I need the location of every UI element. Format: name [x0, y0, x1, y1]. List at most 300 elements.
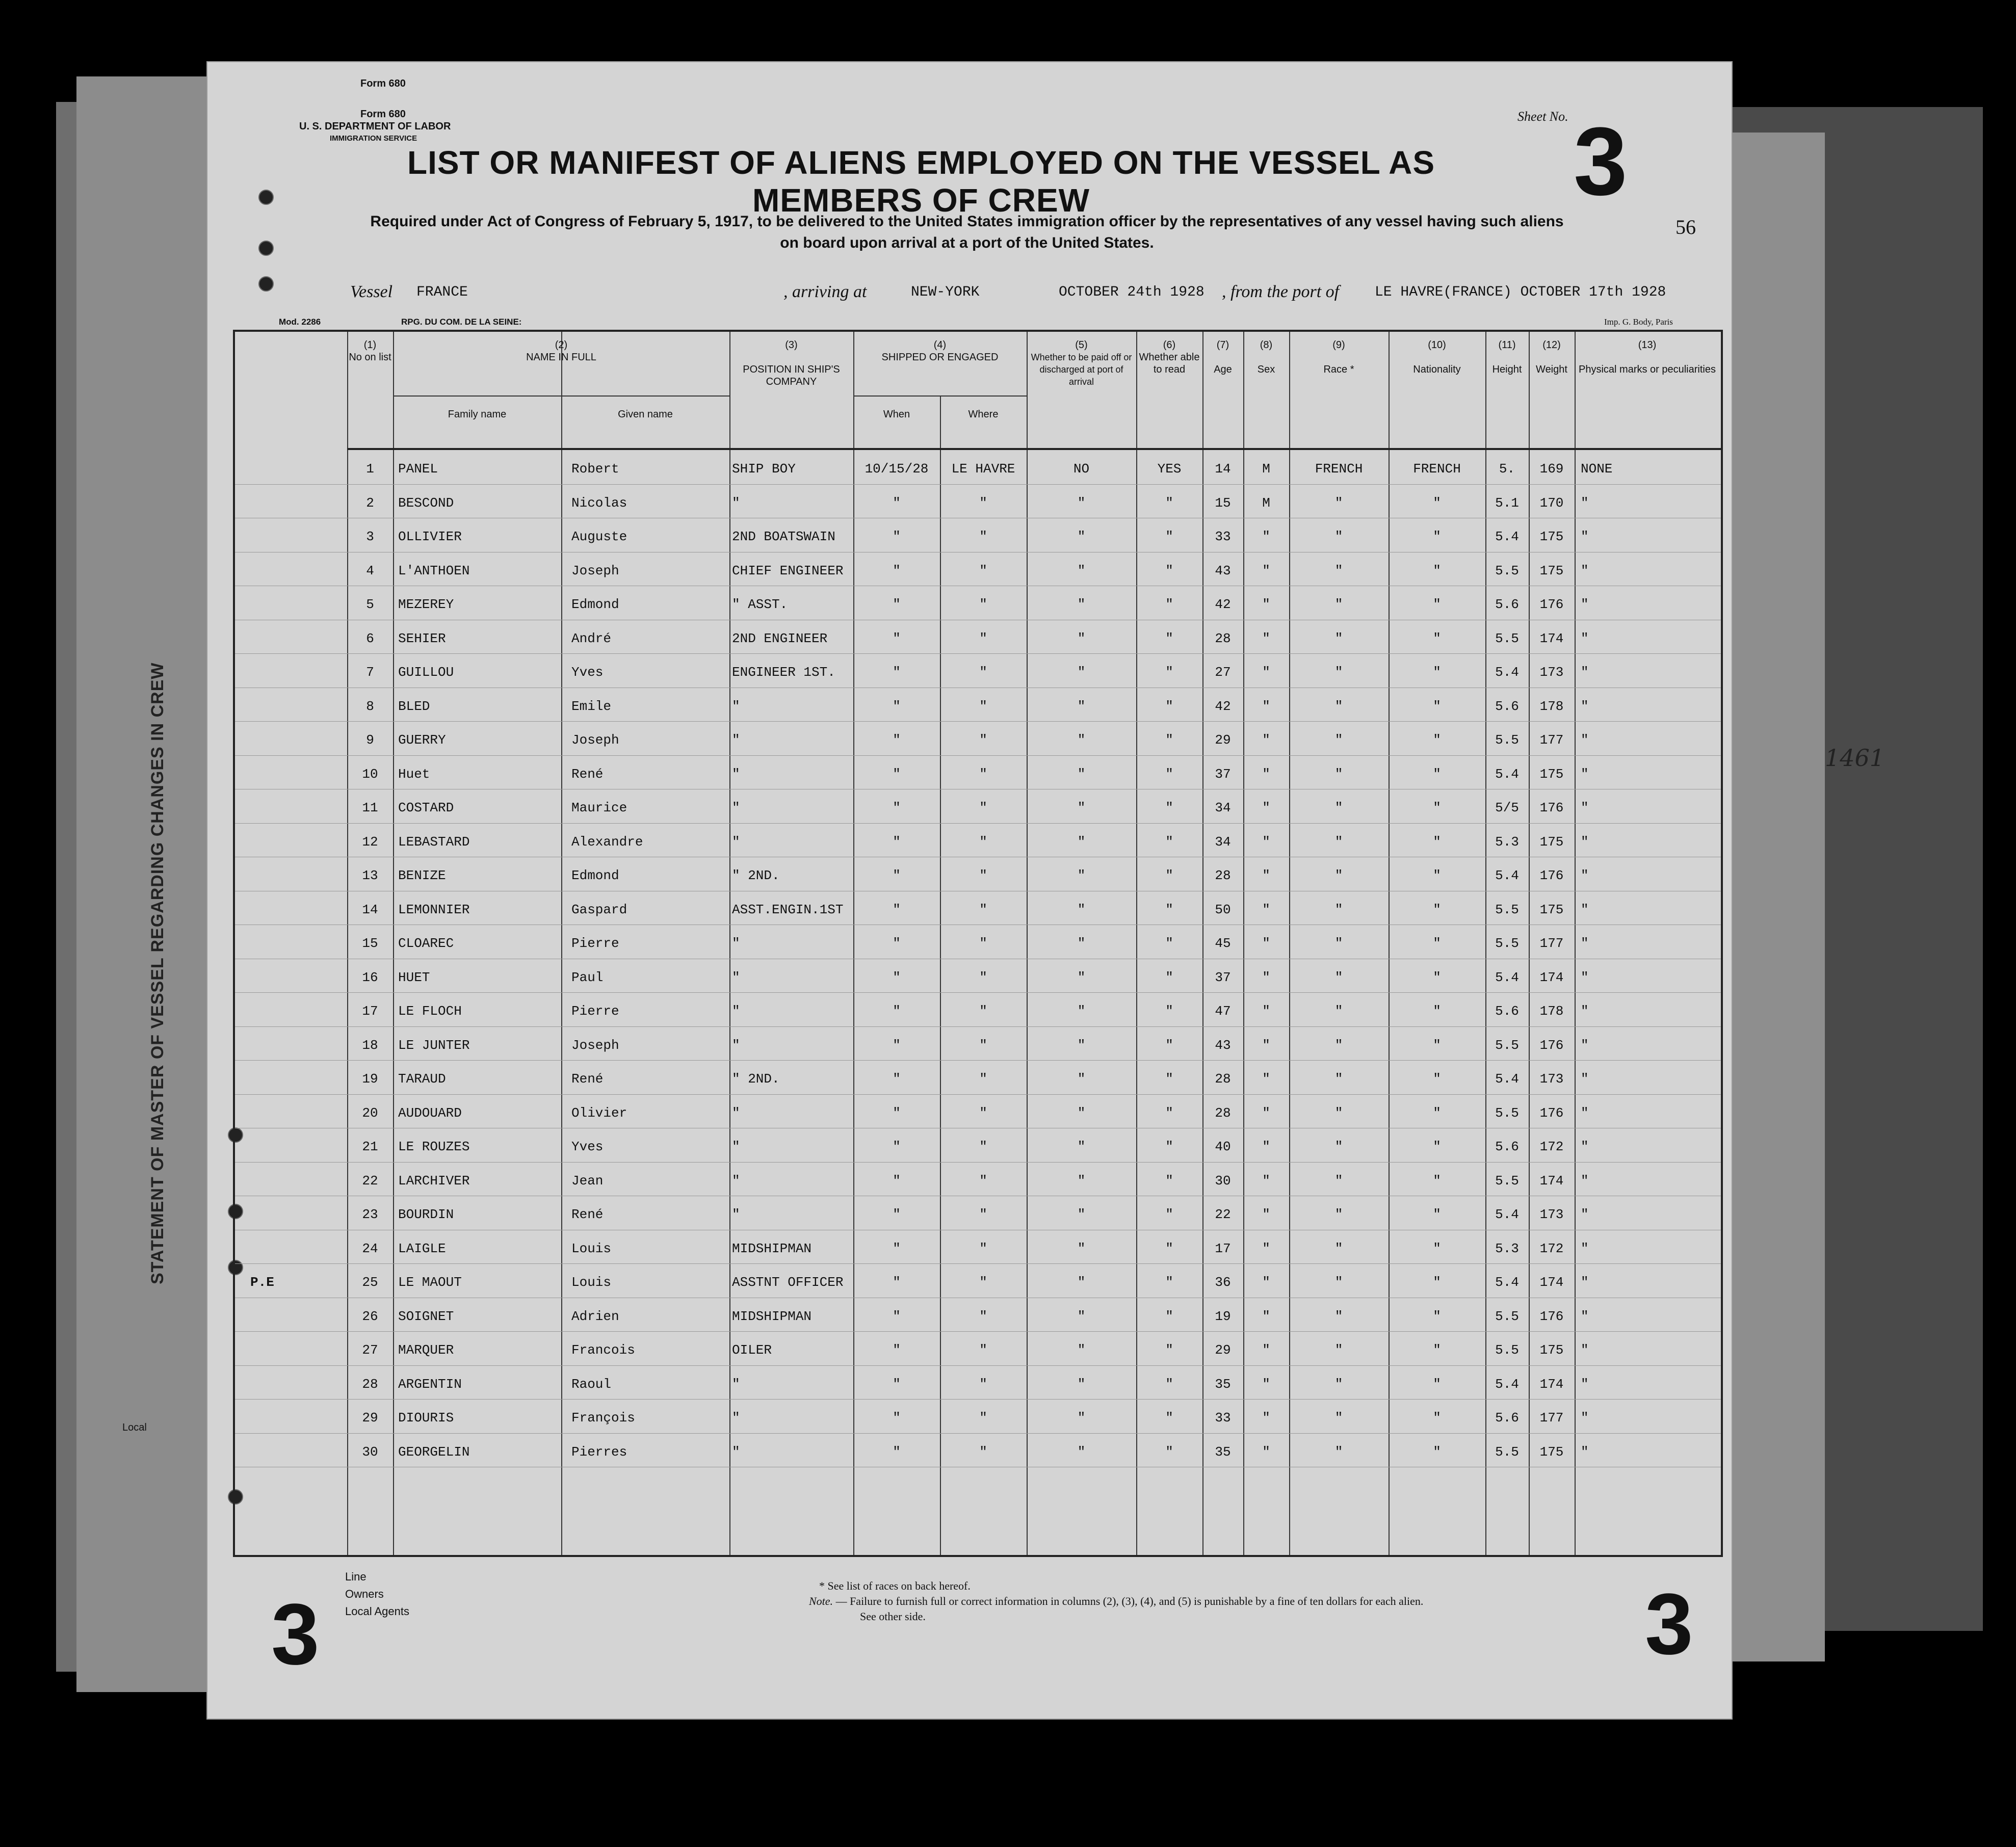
shipped-where: "	[979, 630, 987, 646]
position: "	[732, 834, 740, 850]
col4-header: SHIPPED OR ENGAGED	[881, 352, 999, 363]
weight: 174	[1539, 969, 1564, 985]
row-number: 12	[362, 834, 378, 850]
race: "	[1334, 1037, 1343, 1053]
shipped-where: "	[979, 1105, 987, 1121]
from-port: LE HAVRE(FRANCE) OCTOBER 17th 1928	[1375, 284, 1666, 300]
family-name: ARGENTIN	[398, 1376, 462, 1392]
shipped-when: "	[893, 936, 901, 951]
row-number: 30	[362, 1444, 378, 1460]
given-name: Auguste	[571, 529, 627, 544]
given-name: Louis	[571, 1241, 612, 1256]
paid-off: "	[1077, 1037, 1086, 1053]
able-to-read: YES	[1157, 461, 1182, 477]
position: OILER	[732, 1342, 772, 1358]
col9-header: Race *	[1323, 364, 1354, 375]
shipped-where: "	[979, 1376, 987, 1392]
nationality: "	[1433, 529, 1441, 544]
row-rule	[235, 1094, 1721, 1095]
sex: "	[1262, 800, 1270, 815]
weight: 172	[1539, 1241, 1564, 1256]
paid-off: "	[1077, 834, 1086, 850]
sex: "	[1262, 1004, 1270, 1019]
given-name: Yves	[571, 665, 604, 680]
row-number: 25	[362, 1275, 378, 1290]
weight: 173	[1539, 1071, 1564, 1087]
nationality: "	[1433, 1275, 1441, 1290]
family-name: LARCHIVER	[398, 1173, 470, 1189]
able-to-read: "	[1165, 495, 1173, 511]
able-to-read: "	[1165, 1207, 1173, 1222]
paid-off: "	[1077, 1444, 1086, 1460]
race: FRENCH	[1315, 461, 1363, 477]
position: "	[732, 800, 740, 815]
paid-off: "	[1077, 1275, 1086, 1290]
document-title: LIST OR MANIFEST OF ALIENS EMPLOYED ON THE VESSEL AS MEMBERS OF CREW	[407, 144, 1435, 219]
nationality: "	[1433, 1410, 1441, 1426]
physical-marks: "	[1581, 495, 1589, 511]
paid-off: "	[1077, 665, 1086, 680]
shipped-where: "	[979, 495, 987, 511]
nationality: "	[1433, 1376, 1441, 1392]
height: 5.4	[1495, 766, 1519, 782]
mod-number: Mod. 2286	[279, 317, 321, 327]
age: 29	[1215, 732, 1231, 748]
shipped-where: "	[979, 1139, 987, 1154]
shipped-where: "	[979, 1173, 987, 1189]
height: 5.5	[1495, 1342, 1519, 1358]
nationality: "	[1433, 495, 1441, 511]
able-to-read: "	[1165, 1139, 1173, 1154]
physical-marks: NONE	[1581, 461, 1613, 477]
given-name: Maurice	[571, 800, 627, 815]
row-number: 20	[362, 1105, 378, 1121]
shipped-when: "	[893, 495, 901, 511]
height: 5.4	[1495, 529, 1519, 544]
paid-off: "	[1077, 732, 1086, 748]
shipped-where: "	[979, 1342, 987, 1358]
position: SHIP BOY	[732, 461, 796, 477]
nationality: "	[1433, 766, 1441, 782]
row-number: 16	[362, 969, 378, 985]
race: "	[1334, 1308, 1343, 1324]
able-to-read: "	[1165, 1105, 1173, 1121]
age: 37	[1215, 766, 1231, 782]
shipped-where: "	[979, 766, 987, 782]
nationality: "	[1433, 1105, 1441, 1121]
col10-number: (10)	[1428, 339, 1446, 351]
height: 5.5	[1495, 902, 1519, 917]
arriving-port: NEW-YORK	[911, 284, 980, 300]
shipped-where: "	[979, 1004, 987, 1019]
row-rule	[235, 1399, 1721, 1400]
physical-marks: "	[1581, 1071, 1589, 1087]
weight: 169	[1539, 461, 1564, 477]
row-number: 4	[366, 563, 374, 578]
family-name: LE JUNTER	[398, 1037, 470, 1053]
sex: "	[1262, 1444, 1270, 1460]
able-to-read: "	[1165, 665, 1173, 680]
shipped-when: "	[893, 1037, 901, 1053]
from-port-label: , from the port of	[1222, 282, 1340, 301]
col9-number: (9)	[1332, 339, 1345, 351]
shipped-where: "	[979, 1037, 987, 1053]
note-text: — Failure to furnish full or correct information in columns (2), (3), (4), and (5) is punishable by a fine of ten dollars for each alien.	[835, 1595, 1424, 1607]
row-rule	[235, 755, 1721, 756]
row-number: 7	[366, 665, 374, 680]
weight: 173	[1539, 1207, 1564, 1222]
weight: 175	[1539, 1444, 1564, 1460]
physical-marks: "	[1581, 1376, 1589, 1392]
able-to-read: "	[1165, 936, 1173, 951]
able-to-read: "	[1165, 1241, 1173, 1256]
weight: 175	[1539, 834, 1564, 850]
race: "	[1334, 1173, 1343, 1189]
weight: 170	[1539, 495, 1564, 511]
given-name: René	[571, 1207, 604, 1222]
family-name: GUILLOU	[398, 665, 454, 680]
shipped-when: "	[893, 969, 901, 985]
shipped-where: "	[979, 1410, 987, 1426]
nationality: "	[1433, 1444, 1441, 1460]
row-number: 22	[362, 1173, 378, 1189]
sheet-no-label: Sheet No.	[1517, 109, 1568, 124]
paid-off: "	[1077, 1410, 1086, 1426]
race-note: * See list of races on back hereof.	[819, 1579, 971, 1592]
row-number: 21	[362, 1139, 378, 1154]
height: 5.6	[1495, 1004, 1519, 1019]
family-name: PANEL	[398, 461, 438, 477]
family-name: HUET	[398, 969, 430, 985]
nationality: "	[1433, 1071, 1441, 1087]
punch-hole	[258, 190, 274, 205]
paid-off: "	[1077, 597, 1086, 612]
family-name: LEMONNIER	[398, 902, 470, 917]
age: 42	[1215, 597, 1231, 612]
sex: "	[1262, 597, 1270, 612]
sheet-number-large: 3	[1574, 108, 1628, 216]
height: 5.5	[1495, 1037, 1519, 1053]
shipped-where: "	[979, 665, 987, 680]
physical-marks: "	[1581, 800, 1589, 815]
row-rule	[235, 1060, 1721, 1061]
note-label: Note.	[809, 1595, 833, 1607]
row-number: 2	[366, 495, 374, 511]
given-name: Paul	[571, 969, 604, 985]
arriving-label: , arriving at	[783, 282, 867, 301]
height: 5.5	[1495, 1105, 1519, 1121]
weight: 176	[1539, 1037, 1564, 1053]
physical-marks: "	[1581, 1004, 1589, 1019]
race: "	[1334, 563, 1343, 578]
height: 5.4	[1495, 969, 1519, 985]
col4-number: (4)	[933, 339, 947, 351]
age: 33	[1215, 1410, 1231, 1426]
shipped-when: 10/15/28	[865, 461, 929, 477]
race: "	[1334, 732, 1343, 748]
height: 5.5	[1495, 630, 1519, 646]
weight: 175	[1539, 563, 1564, 578]
height: 5.1	[1495, 495, 1519, 511]
department-name: U. S. DEPARTMENT OF LABOR	[299, 121, 451, 132]
position: "	[732, 766, 740, 782]
printer-name: Imp. G. Body, Paris	[1604, 317, 1673, 327]
row-rule	[235, 1433, 1721, 1434]
position: "	[732, 1444, 740, 1460]
form-number: Form 680	[360, 78, 406, 89]
punch-hole	[258, 241, 274, 256]
row-number: 11	[362, 800, 378, 815]
physical-marks: "	[1581, 902, 1589, 917]
given-name: Pierre	[571, 1004, 619, 1019]
underlying-sheet-right-edge	[1723, 133, 1825, 1661]
able-to-read: "	[1165, 1376, 1173, 1392]
physical-marks: "	[1581, 597, 1589, 612]
sex: "	[1262, 1037, 1270, 1053]
age: 34	[1215, 800, 1231, 815]
able-to-read: "	[1165, 597, 1173, 612]
given-name: Gaspard	[571, 902, 627, 917]
nationality: FRENCH	[1413, 461, 1461, 477]
nationality: "	[1433, 1139, 1441, 1154]
shipped-when: "	[893, 1376, 901, 1392]
vessel-line	[350, 282, 1737, 308]
owners-label: Owners	[345, 1588, 384, 1600]
race: "	[1334, 1071, 1343, 1087]
sex: "	[1262, 1308, 1270, 1324]
paid-off: "	[1077, 902, 1086, 917]
physical-marks: "	[1581, 1173, 1589, 1189]
position: "	[732, 1410, 740, 1426]
position: "	[732, 495, 740, 511]
given-name: Adrien	[571, 1308, 619, 1324]
paid-off: "	[1077, 1308, 1086, 1324]
sex: "	[1262, 665, 1270, 680]
nationality: "	[1433, 800, 1441, 815]
shipped-where: "	[979, 1241, 987, 1256]
race: "	[1334, 902, 1343, 917]
row-number: 1	[366, 461, 374, 477]
physical-marks: "	[1581, 1342, 1589, 1358]
given-name: Nicolas	[571, 495, 627, 511]
row-number: 29	[362, 1410, 378, 1426]
physical-marks: "	[1581, 563, 1589, 578]
paid-off: "	[1077, 1342, 1086, 1358]
family-name: LEBASTARD	[398, 834, 470, 850]
age: 33	[1215, 529, 1231, 544]
nationality: "	[1433, 597, 1441, 612]
physical-marks: "	[1581, 1410, 1589, 1426]
age: 34	[1215, 834, 1231, 850]
line-label: Line	[345, 1570, 366, 1583]
family-name: BESCOND	[398, 495, 454, 511]
paid-off: NO	[1073, 461, 1090, 477]
shipped-where: "	[979, 698, 987, 714]
paid-off: "	[1077, 766, 1086, 782]
nationality: "	[1433, 563, 1441, 578]
nationality: "	[1433, 630, 1441, 646]
race: "	[1334, 868, 1343, 883]
able-to-read: "	[1165, 698, 1173, 714]
race: "	[1334, 630, 1343, 646]
age: 30	[1215, 1173, 1231, 1189]
weight: 176	[1539, 868, 1564, 883]
race: "	[1334, 1207, 1343, 1222]
family-name: GUERRY	[398, 732, 446, 748]
able-to-read: "	[1165, 902, 1173, 917]
side-form-label: Local	[122, 1422, 147, 1433]
row-number: 14	[362, 902, 378, 917]
weight: 174	[1539, 1173, 1564, 1189]
sex: "	[1262, 529, 1270, 544]
shipped-when: "	[893, 1139, 901, 1154]
row-number: 18	[362, 1037, 378, 1053]
row-rule	[235, 992, 1721, 993]
age: 14	[1215, 461, 1231, 477]
shipped-when: "	[893, 1105, 901, 1121]
height: 5.4	[1495, 1071, 1519, 1087]
age: 43	[1215, 563, 1231, 578]
row-number: 10	[362, 766, 378, 782]
family-name: BLED	[398, 698, 430, 714]
given-name: Joseph	[571, 563, 619, 578]
col2-header: NAME IN FULL	[526, 352, 596, 363]
race: "	[1334, 1139, 1343, 1154]
given-name: Joseph	[571, 1037, 619, 1053]
family-name: L'ANTHOEN	[398, 563, 470, 578]
col5-number: (5)	[1075, 339, 1088, 351]
age: 42	[1215, 698, 1231, 714]
col1-header: No on list	[349, 352, 391, 363]
given-name: Pierre	[571, 936, 619, 951]
weight: 175	[1539, 1342, 1564, 1358]
able-to-read: "	[1165, 1342, 1173, 1358]
sex: M	[1262, 495, 1270, 511]
shipped-where: "	[979, 563, 987, 578]
position: 2ND BOATSWAIN	[732, 529, 835, 544]
col4b-header: Where	[968, 409, 999, 420]
punch-hole	[258, 276, 274, 292]
nationality: "	[1433, 1342, 1441, 1358]
row-rule	[235, 653, 1721, 654]
shipped-when: "	[893, 698, 901, 714]
row-rule	[235, 1263, 1721, 1264]
col6-number: (6)	[1163, 339, 1176, 351]
physical-marks: "	[1581, 630, 1589, 646]
shipped-when: "	[893, 902, 901, 917]
position: "	[732, 1173, 740, 1189]
able-to-read: "	[1165, 1173, 1173, 1189]
sex: "	[1262, 834, 1270, 850]
shipped-when: "	[893, 1410, 901, 1426]
col5-header: Whether to be paid off or discharged at port of arrival	[1031, 352, 1132, 387]
col2b-header: Given name	[618, 409, 673, 420]
shipped-when: "	[893, 1342, 901, 1358]
sex: "	[1262, 936, 1270, 951]
vessel-label: Vessel	[350, 282, 393, 301]
height: 5.4	[1495, 868, 1519, 883]
position: "	[732, 1105, 740, 1121]
col8-number: (8)	[1260, 339, 1273, 351]
paid-off: "	[1077, 1241, 1086, 1256]
nationality: "	[1433, 834, 1441, 850]
weight: 174	[1539, 630, 1564, 646]
position: MIDSHIPMAN	[732, 1308, 812, 1324]
vessel-name: FRANCE	[416, 284, 468, 300]
age: 28	[1215, 1071, 1231, 1087]
age: 19	[1215, 1308, 1231, 1324]
col7-header: Age	[1214, 364, 1232, 375]
age: 43	[1215, 1037, 1231, 1053]
age: 29	[1215, 1342, 1231, 1358]
physical-marks: "	[1581, 1275, 1589, 1290]
given-name: Jean	[571, 1173, 604, 1189]
paid-off: "	[1077, 1173, 1086, 1189]
col10-header: Nationality	[1413, 364, 1461, 375]
race: "	[1334, 1376, 1343, 1392]
shipped-where: "	[979, 1071, 987, 1087]
position: ENGINEER 1ST.	[732, 665, 835, 680]
given-name: René	[571, 766, 604, 782]
given-name: Edmond	[571, 868, 619, 883]
sex: M	[1262, 461, 1270, 477]
position: "	[732, 732, 740, 748]
height: 5.6	[1495, 1139, 1519, 1154]
given-name: Emile	[571, 698, 612, 714]
age: 22	[1215, 1207, 1231, 1222]
paid-off: "	[1077, 529, 1086, 544]
able-to-read: "	[1165, 529, 1173, 544]
page-number: 56	[1675, 216, 1696, 239]
race: "	[1334, 597, 1343, 612]
shipped-when: "	[893, 1004, 901, 1019]
row-rule	[235, 823, 1721, 824]
height: 5.	[1499, 461, 1515, 477]
race: "	[1334, 800, 1343, 815]
nationality: "	[1433, 1241, 1441, 1256]
family-name: AUDOUARD	[398, 1105, 462, 1121]
able-to-read: "	[1165, 732, 1173, 748]
nationality: "	[1433, 1207, 1441, 1222]
col13-header: Physical marks or peculiarities	[1579, 364, 1716, 375]
physical-marks: "	[1581, 936, 1589, 951]
able-to-read: "	[1165, 766, 1173, 782]
family-name: LAIGLE	[398, 1241, 446, 1256]
row-rule	[235, 1365, 1721, 1366]
height: 5.4	[1495, 1275, 1519, 1290]
paid-off: "	[1077, 698, 1086, 714]
col3-number: (3)	[785, 339, 798, 351]
family-name: SOIGNET	[398, 1308, 454, 1324]
age: 28	[1215, 630, 1231, 646]
shipped-when: "	[893, 1173, 901, 1189]
sex: "	[1262, 1071, 1270, 1087]
age: 36	[1215, 1275, 1231, 1290]
nationality: "	[1433, 1173, 1441, 1189]
weight: 176	[1539, 1105, 1564, 1121]
shipped-where: "	[979, 868, 987, 883]
race: "	[1334, 1275, 1343, 1290]
shipped-when: "	[893, 766, 901, 782]
row-number: 19	[362, 1071, 378, 1087]
given-name: Yves	[571, 1139, 604, 1154]
paid-off: "	[1077, 868, 1086, 883]
age: 47	[1215, 1004, 1231, 1019]
physical-marks: "	[1581, 698, 1589, 714]
row-number: 9	[366, 732, 374, 748]
shipped-when: "	[893, 1308, 901, 1324]
col13-number: (13)	[1638, 339, 1657, 351]
